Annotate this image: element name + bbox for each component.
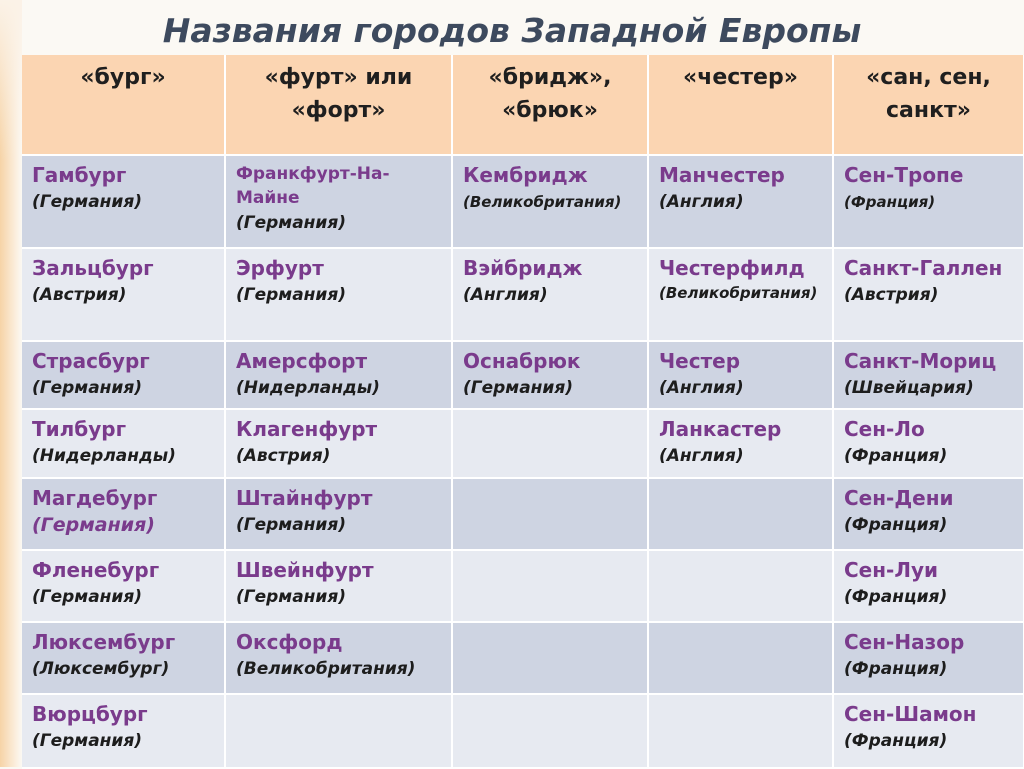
table-cell (452, 694, 648, 768)
country-name: (Германия) (32, 378, 143, 398)
table-cell (225, 694, 452, 768)
country-name: (Франция) (844, 659, 948, 679)
table-cell (833, 155, 1024, 248)
table-cell (648, 341, 833, 409)
table-cell (833, 622, 1024, 694)
city-name: Сен-Назор (844, 630, 965, 654)
country-name: (Австрия) (32, 285, 127, 305)
table-row (22, 622, 1024, 694)
table-cell (833, 478, 1024, 550)
table-cell (833, 409, 1024, 478)
country-name: (Нидерланды) (32, 446, 176, 466)
city-name: Вэйбридж (463, 256, 583, 280)
country-name: (Франция) (844, 731, 948, 751)
city-name: Сен-Дени (844, 486, 954, 510)
city-name: Вюрцбург (32, 702, 148, 726)
country-name: (Австрия) (844, 285, 939, 305)
table-cell (648, 409, 833, 478)
table-cell (225, 550, 452, 622)
country-name: (Германия) (32, 192, 143, 212)
country-name: (Германия) (236, 213, 347, 233)
page-title: Названия городов Западной Европы (162, 11, 862, 50)
city-name: Штайнфурт (236, 486, 373, 510)
city-name: Манчестер (659, 163, 785, 187)
city-name: Честер (659, 349, 741, 373)
country-name: (Франция) (844, 515, 948, 535)
city-name: Люксембург (32, 630, 176, 654)
country-name: (Германия) (463, 378, 574, 398)
country-name: (Великобритания) (236, 659, 416, 679)
table-cell (22, 694, 225, 768)
city-name: Страсбург (32, 349, 150, 373)
table-cell (833, 550, 1024, 622)
cities-table (22, 55, 1024, 769)
table-cell (225, 248, 452, 341)
table-cell (833, 341, 1024, 409)
table-cell (648, 248, 833, 341)
table-cell (225, 409, 452, 478)
country-name: (Англия) (659, 446, 744, 466)
table-cell (22, 622, 225, 694)
table-cell (22, 155, 225, 248)
country-name: (Германия) (236, 285, 347, 305)
city-name: Клагенфурт (236, 417, 378, 441)
country-name: (Германия) (32, 587, 143, 607)
table-cell (225, 155, 452, 248)
city-name: Сен-Шамон (844, 702, 977, 726)
city-name: Ланкастер (659, 417, 782, 441)
city-name: Швейнфурт (236, 558, 374, 582)
table-row (22, 341, 1024, 409)
table-cell (22, 550, 225, 622)
table-cell (225, 478, 452, 550)
table-cell (225, 341, 452, 409)
city-name: Амерсфорт (236, 349, 368, 373)
country-name: (Франция) (844, 587, 948, 607)
table-row (22, 550, 1024, 622)
country-name: (Швейцария) (844, 378, 974, 398)
table-cell (225, 622, 452, 694)
city-name: Сен-Ло (844, 417, 925, 441)
table-row (22, 409, 1024, 478)
header-burg: «бург» (22, 55, 225, 155)
city-name: Честерфилд (659, 256, 805, 280)
table-row (22, 155, 1024, 248)
table-cell (452, 622, 648, 694)
country-name: (Люксембург) (32, 659, 170, 679)
city-name: Оксфорд (236, 630, 343, 654)
table-cell (833, 248, 1024, 341)
country-name: (Великобритания) (463, 193, 622, 211)
table-cell (648, 622, 833, 694)
header-furt-fort: «фурт» или «форт» (225, 55, 452, 155)
table-cell (648, 478, 833, 550)
table-cell (452, 550, 648, 622)
country-name: (Германия) (32, 731, 143, 751)
table-cell (452, 248, 648, 341)
table-cell (452, 155, 648, 248)
table-cell (452, 478, 648, 550)
city-name: Фленебург (32, 558, 160, 582)
country-name: (Англия) (659, 192, 744, 212)
city-name: Зальцбург (32, 256, 154, 280)
table-cell (452, 409, 648, 478)
table-row (22, 248, 1024, 341)
table-cell (833, 694, 1024, 768)
country-name: (Англия) (463, 285, 548, 305)
country-name: (Германия) (32, 514, 155, 536)
table-row (22, 694, 1024, 768)
country-name: (Германия) (236, 515, 347, 535)
city-name: Оснабрюк (463, 349, 581, 373)
city-name: Эрфурт (236, 256, 324, 280)
table-cell (648, 694, 833, 768)
table-cell (452, 341, 648, 409)
city-name: Магдебург (32, 486, 158, 510)
country-name: (Германия) (236, 587, 347, 607)
table-cell (22, 409, 225, 478)
header-chester: «честер» (648, 55, 833, 155)
header-san-sen-sankt: «сан, сен, санкт» (833, 55, 1024, 155)
city-name: Сен-Тропе (844, 163, 964, 187)
country-name: (Франция) (844, 446, 948, 466)
table-row (22, 478, 1024, 550)
table-cell (22, 341, 225, 409)
country-name: (Великобритания) (659, 284, 818, 302)
table-cell (22, 478, 225, 550)
country-name: (Нидерланды) (236, 378, 380, 398)
country-name: (Англия) (659, 378, 744, 398)
table-cell (648, 155, 833, 248)
city-name: Тилбург (32, 417, 127, 441)
city-name: Санкт-Мориц (844, 349, 997, 373)
city-name: Франкфурт-На-Майне (236, 164, 390, 208)
city-name: Санкт-Галлен (844, 256, 1003, 280)
header-bridge-bruck: «бридж», «брюк» (452, 55, 648, 155)
city-name: Сен-Луи (844, 558, 939, 582)
table-header-row (22, 55, 1024, 155)
city-name: Кембридж (463, 163, 588, 187)
country-name: (Франция) (844, 193, 936, 211)
table-cell (22, 248, 225, 341)
city-name: Гамбург (32, 163, 127, 187)
table-cell (648, 550, 833, 622)
country-name: (Австрия) (236, 446, 331, 466)
